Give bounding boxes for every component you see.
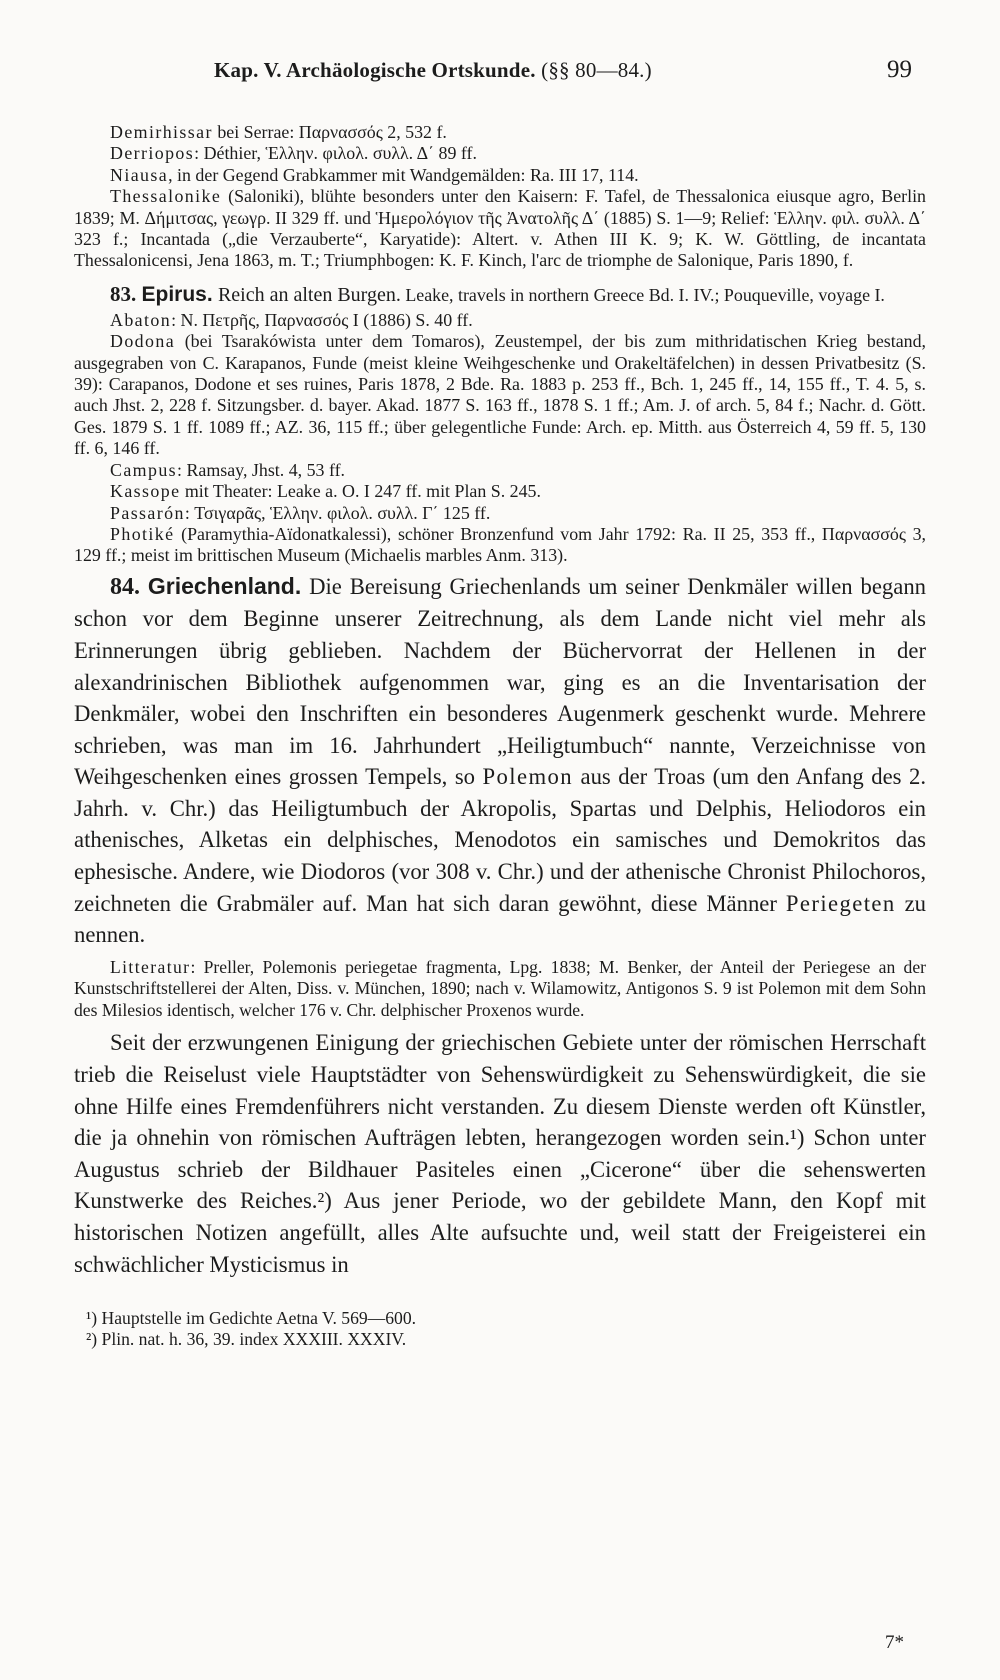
literature-paragraph: [74, 957, 926, 1022]
entry-passaron: [74, 503, 926, 524]
literature-note: [74, 957, 926, 1022]
entry-place: Dodona: [110, 331, 176, 352]
entry-derriopos: [74, 143, 926, 164]
entry-place: Campus: [110, 459, 178, 480]
entry-text: (Paramythia-Aïdonatkalessi), schöner Bronzenfund vom Jahr 1792: Ra. II 25, 353 ff., Παρνασσός 3, 129 ff.; meist im brittischen Museum (Michaelis marbles Anm. 313).: [74, 523, 926, 566]
entry-place: Niausa: [110, 164, 169, 185]
entry-demirhissar: [74, 122, 926, 143]
entry-text: : N. Πετρῆς, Παρνασσός I (1886) S. 40 ff.: [171, 309, 473, 330]
entry-place: Derriopos: [110, 143, 195, 164]
chapter-title: Kap. V. Archäologische Ortskunde.: [214, 58, 536, 82]
entry-text: , in der Gegend Grabkammer mit Wandgemälden: Ra. III 17, 114.: [168, 164, 639, 185]
entry-text: mit Theater: Leake a. O. I 247 ff. mit Plan S. 245.: [180, 481, 541, 502]
footnote-1: ¹) Hauptstelle im Gedichte Aetna V. 569—600.: [86, 1308, 417, 1329]
footnote-2: ²) Plin. nat. h. 36, 39. index XXXIII. XXXIV.: [86, 1329, 407, 1350]
running-head: [214, 56, 912, 96]
entry-abaton: [74, 310, 926, 331]
entry-place: Photiké: [110, 523, 175, 544]
paragraph-text: aus der Troas (um den Anfang des 2. Jahrh. v. Chr.) das Heiligtumbuch der Akropolis, Spartas und Delphis, Heliodoros ein athenisches, Alketas ein delphisches, Menodotos ein samisches und Demokritos das ephesische. Andere, wie Diodoros (vor 308 v. Chr.) und der athenische Chronist Philochoros, zeichneten die Grabmäler auf. Man hat sich daran gewöhnt, diese Männer: [74, 764, 926, 916]
section-84-paragraph-1: [74, 571, 926, 951]
signature-mark: 7*: [885, 1632, 904, 1653]
entry-text: (Saloniki), blühte besonders unter den Kaisern: F. Tafel, de Thessalonica eiusque agro, Berlin 1839; M. Δήμιτσας, γεωγρ. II 329 ff. und Ἡμερολόγιον τῆς Ἀνατολῆς Δ΄ (1885) S. 1—9; Relief: Ἑλλην. φιλ. συλλ. Δ΄ 323 f.; Incantada („die Verzauberte“, Karyatide): Altert. v. Athen III K. 9; K. W. Göttling, de incantata Thessalonicensi, Jena 1863, m. T.; Triumphbogen: K. F. Kinch, l'arc de triomphe de Salonique, Paris 1890, f.: [74, 186, 926, 271]
entry-thessalonike: [74, 186, 926, 272]
entry-photike: [74, 524, 926, 567]
entry-kassope: [74, 481, 926, 502]
paragraph-text: Die Bereisung Griechenlands um seiner Denkmäler willen begann schon vor dem Beginne unserer Zeitrechnung, als dem Lande nicht viel mehr als Erinnerungen übrig geblieben. Nachdem der Büchervorrat der Hellenen in der alexandrinischen Bibliothek aufgenommen war, ging es an die Inventarisation der Denkmäler, wobei den Inschriften ein besonderes Augenmerk geschenkt wurde. Mehrere schrieben, was man im 16. Jahrhundert „Heiligtumbuch“ nannte, Verzeichnisse von Weihgeschenken eines grossen Tempels, so: [74, 573, 927, 790]
entry-campus: [74, 460, 926, 481]
section-subtitle: Reich an alten Burgen.: [217, 283, 401, 306]
section-range: (§§ 80—84.): [541, 58, 652, 82]
section-83-references: Leake, travels in northern Greece Bd. I. IV.; Pouqueville, voyage I.: [400, 284, 885, 305]
paragraph-text: Seit der erzwungenen Einigung der griechischen Gebiete unter der römischen Herrschaft trieb die Reiselust viele Hauptstädter von Sehenswürdigkeit zu Sehenswürdigkeit, die sie ohne Hilfe eines Fremdenführers nicht verstanden. Zu diesem Dienste werden oft Künstler, die ja ohnehin von römischen Aufträgen lebten, herangezogen worden sein.¹) Schon unter Augustus schrieb der Bildhauer Pasiteles einen „Cicerone“ über die sehenswerten Kunstwerke des Reiches.²) Aus jener Periode, wo der gebildete Mann, den Kopf mit historischen Notizen angefüllt, alles Alte aufsuchte und, weil statt der Freigeisterei ein schwächlicher Mysticismus in: [74, 1030, 926, 1277]
section-number: 83.: [110, 281, 137, 306]
paragraph-text: zu nennen.: [74, 890, 926, 948]
literature-label: Litteratur: [110, 956, 191, 977]
section-83-heading: [74, 281, 926, 308]
entry-text: : Déthier, Ἑλλην. φιλολ. συλλ. Δ΄ 89 ff.: [194, 143, 477, 164]
running-title: [214, 58, 652, 83]
entry-text: (bei Tsarakówista unter dem Tomaros), Zeustempel, der bis zum mithridatischen Krieg bestand, ausgegraben von C. Karapanos, Funde (meist kleine Weihgeschenke und Orakeltäfelchen) in dessen Privatbesitz (S. 39): Carapanos, Dodone et ses ruines, Paris 1878, 2 Bde. Ra. 1883 p. 253 ff., Bch. 1, 245 ff., 14, 155 ff., T. 4. 5, s. auch Jhst. 2, 228 f. Sitzungsber. d. bayer. Akad. 1877 S. 163 ff., 1878 S. 1 ff.; Am. J. of arch. 5, 84 f.; Nachr. d. Gött. Ges. 1879 S. 1 ff. 1089 ff.; AZ. 36, 115 ff.; über gelegentliche Funde: Arch. ep. Mitth. aus Österreich 4, 59 ff. 5, 130 ff. 6, 146 ff.: [74, 331, 926, 459]
entry-text: : Ramsay, Jhst. 4, 53 ff.: [177, 459, 346, 480]
emphasis-polemon: Polemon: [482, 764, 574, 790]
section-title: Epirus.: [141, 282, 213, 306]
entry-text: bei Serrae: Παρνασσός 2, 532 f.: [212, 122, 447, 142]
section-84: [74, 571, 926, 951]
entry-place: Demirhissar: [110, 122, 213, 142]
entry-text: : Τσιγαρᾶς, Ἑλλην. φιλολ. συλλ. Γ΄ 125 ff.: [184, 502, 491, 523]
entry-niausa: [74, 165, 926, 186]
emphasis-periegeten: Periegeten: [785, 890, 896, 916]
page-number: 99: [887, 56, 912, 83]
literature-text: : Preller, Polemonis periegetae fragmenta, Lpg. 1838; M. Benker, der Anteil der Periegese an der Kunstschriftstellerei der Alten, Diss. v. München, 1890; nach v. Wilamowitz, Antigonos S. 9 ist Polemon mit dem Sohn des Milesios identisch, welcher 176 v. Chr. delphischer Proxenos wurde.: [74, 956, 926, 1020]
section-number: 84.: [110, 573, 140, 600]
entry-place: Abaton: [110, 309, 172, 330]
entry-place: Passarón: [110, 502, 185, 523]
section-title: Griechenland.: [147, 572, 302, 599]
entry-place: Kassope: [110, 481, 181, 502]
section-84-paragraph-2: [74, 1027, 926, 1280]
entries-macedonia: [74, 122, 926, 567]
entry-place: Thessalonike: [110, 186, 222, 207]
entry-dodona: [74, 331, 926, 459]
footnotes: [74, 1308, 926, 1350]
